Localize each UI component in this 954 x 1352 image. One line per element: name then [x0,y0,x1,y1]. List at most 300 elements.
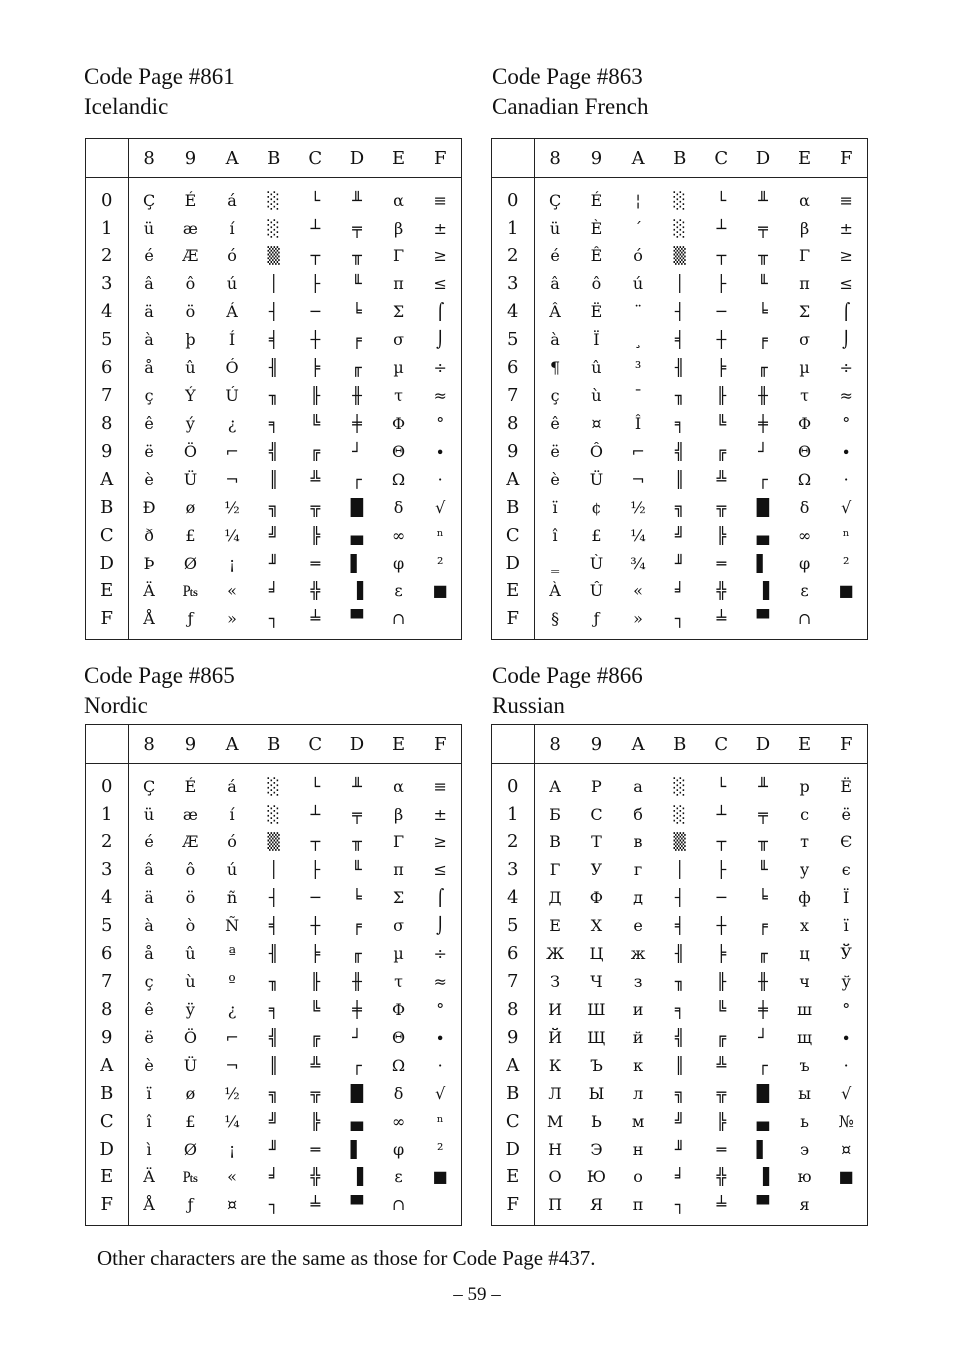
char-cell: α [799,190,810,210]
table-row [86,549,461,577]
row-header: 9 [86,1023,128,1051]
table-row [86,242,461,270]
char-cell: Ô [589,441,603,461]
char-cell: └ [716,190,727,210]
char-cell: ╖ [268,386,279,406]
row-header: 2 [86,828,128,856]
table-row [492,1163,867,1191]
char-cell: Ъ [590,1055,603,1075]
row-header: 6 [492,940,534,968]
char-cell: ╠ [310,1111,321,1131]
table-row [492,326,867,354]
char-cell: ò [185,916,196,936]
char-cell: ╧ [716,609,727,629]
row-header: 0 [492,178,534,215]
column-header: B [659,139,701,178]
column-header: 9 [170,139,212,178]
column-header: C [701,139,743,178]
char-cell: ╝ [268,525,279,545]
char-cell: ø [185,497,196,517]
char-cell: л [632,1083,644,1103]
cp865-subtitle: Nordic [84,693,148,718]
char-cell: ¶ [549,358,561,378]
char-cell: ≥ [839,246,853,266]
column-header: A [617,139,659,178]
table-row [86,1079,461,1107]
char-cell: є [841,860,851,880]
char-cell: Н [548,1139,563,1159]
char-cell: ╔ [310,1027,321,1047]
page-number: – 59 – [453,1284,501,1305]
char-cell: ⁿ [436,1111,444,1131]
char-cell: ≥ [433,832,447,852]
char-cell: Ñ [225,916,240,936]
row-header: 0 [492,764,534,801]
char-cell: О [548,1167,562,1187]
char-cell: τ [394,972,403,992]
char-cell: ε [800,581,809,601]
char-cell: Φ [392,413,406,433]
char-cell: ╧ [310,609,321,629]
char-cell: ╓ [352,944,362,964]
row-header: 0 [86,764,128,801]
char-cell: ε [394,581,403,601]
row-header: 4 [492,884,534,912]
char-cell: æ [182,804,198,824]
table-row [492,493,867,521]
char-cell: Θ [392,441,406,461]
column-header: E [784,725,826,764]
char-cell: π [393,274,404,294]
char-cell: ┘ [758,1027,768,1047]
char-cell: ╢ [268,944,279,964]
char-cell: ╚ [716,999,727,1019]
char-cell: ú [632,274,644,294]
char-cell: ▐ [756,581,770,601]
char-cell: β [393,218,404,238]
column-header: 8 [534,139,576,178]
char-cell: ░ [267,804,280,824]
char-cell: ▒ [267,832,280,852]
char-cell: ╦ [716,1083,727,1103]
char-cell: ╦ [716,497,727,517]
char-cell: Щ [587,1027,606,1047]
char-cell: ф [798,888,811,908]
char-cell: ó [227,246,237,266]
char-cell: ╗ [674,1083,685,1103]
char-cell [419,605,461,639]
char-cell: ┘ [352,441,362,461]
cp861-subtitle: Icelandic [84,94,169,119]
char-cell: µ [799,358,810,378]
char-cell: Ё [840,776,853,796]
char-cell: ┴ [310,804,321,824]
char-cell: « [633,581,643,601]
char-cell: Σ [392,302,405,322]
char-cell: ╥ [352,246,362,266]
char-cell: ½ [630,497,646,517]
table-row [492,298,867,326]
char-cell: Е [549,916,561,936]
row-header: 8 [86,410,128,438]
char-cell: ÿ [185,999,195,1019]
char-cell [419,1191,461,1225]
char-cell: û [185,944,196,964]
char-cell: ╒ [352,330,362,350]
char-cell: ç [550,386,560,406]
row-header: A [492,1051,534,1079]
char-cell: ┼ [310,916,321,936]
char-cell: ╤ [352,804,362,824]
row-header: E [86,1163,128,1191]
char-cell: ╙ [758,860,768,880]
table-row [492,940,867,968]
table-row [86,178,461,215]
char-cell: ▌ [756,1139,770,1159]
char-cell: ╕ [268,999,279,1019]
char-cell: ╢ [268,358,279,378]
char-cell: ≤ [839,274,853,294]
char-cell: ■ [838,581,854,601]
char-cell: Ý [185,386,196,406]
char-cell: ¤ [841,1139,852,1159]
char-cell: Ω [391,1055,406,1075]
char-cell: ▐ [350,581,364,601]
table-row [492,1191,867,1225]
char-cell: Й [548,1027,563,1047]
table-row [86,1135,461,1163]
char-cell: δ [393,497,404,517]
char-cell: ╤ [758,218,768,238]
table-row [492,270,867,298]
char-cell: ½ [224,497,240,517]
char-cell: ³ [634,358,642,378]
column-header: A [617,725,659,764]
row-header: 2 [492,242,534,270]
code-page-grid [86,139,461,639]
char-cell: ¤ [591,413,602,433]
row-header: C [86,521,128,549]
char-cell: ð [144,525,154,545]
char-cell: │ [268,860,279,880]
char-cell: £ [591,525,602,545]
char-cell: Б [549,804,561,824]
char-cell: ├ [716,274,727,294]
char-cell: Ä [143,1167,155,1187]
table-row [492,410,867,438]
char-cell: ƒ [187,609,194,629]
char-cell: Ь [591,1111,602,1131]
table-row [86,326,461,354]
char-cell: Γ [393,832,405,852]
row-header: 8 [492,410,534,438]
char-cell: ▒ [673,832,686,852]
column-header: A [211,725,253,764]
table-row [86,493,461,521]
char-cell: ¿ [227,413,237,433]
char-cell: ╬ [310,1167,321,1187]
char-cell: σ [799,330,811,350]
table-row [492,828,867,856]
char-cell: Æ [182,246,199,266]
char-cell: Ц [589,944,604,964]
row-header: F [86,1191,128,1225]
column-header: C [295,725,337,764]
char-cell: ╖ [674,386,685,406]
row-header: B [86,493,128,521]
char-cell: ¬ [225,1055,239,1075]
char-cell: ï [146,1083,152,1103]
char-cell: ù [185,972,196,992]
char-cell: ¡ [228,1139,236,1159]
char-cell: ╧ [716,1195,727,1215]
char-cell: ⁿ [842,525,850,545]
char-cell: ¡ [228,553,236,573]
char-cell: ┌ [758,1055,768,1075]
row-header: 1 [86,800,128,828]
char-cell: ≥ [433,246,447,266]
char-cell: þ [185,330,196,350]
char-cell: ² [436,1139,444,1159]
char-cell: ╠ [310,525,321,545]
char-cell: í [229,804,235,824]
char-cell: Î [634,413,642,433]
row-header: 6 [86,354,128,382]
char-cell: Ü [183,469,198,489]
char-cell: ╥ [758,832,768,852]
char-cell: П [548,1195,563,1215]
char-cell: » [633,609,643,629]
column-header: B [253,139,295,178]
char-cell: Â [549,302,561,322]
row-header: B [492,493,534,521]
table-row [492,968,867,996]
char-cell: ╫ [758,972,768,992]
char-cell: ä [144,888,154,908]
char-cell: ┼ [310,330,321,350]
char-cell: т [800,832,809,852]
char-cell: É [184,776,197,796]
char-cell: ╛ [674,1167,685,1187]
char-cell: · [843,1055,849,1075]
char-cell: ╦ [310,1083,321,1103]
char-cell: ▄ [350,525,364,545]
char-cell: н [632,1139,644,1159]
char-cell: ▀ [756,609,770,629]
char-cell: ì [146,1139,152,1159]
char-cell: ⌠ [842,302,851,322]
char-cell: ╫ [352,386,362,406]
char-cell: à [144,916,154,936]
char-cell: ╨ [758,776,768,796]
char-cell: φ [798,553,811,573]
char-cell: З [550,972,561,992]
char-cell: ┌ [352,1055,362,1075]
char-cell: ª [228,944,236,964]
row-header: F [492,1191,534,1225]
char-cell: а [633,776,643,796]
column-header: 9 [576,725,618,764]
char-cell: ¯ [634,386,643,406]
char-cell: ┘ [758,441,768,461]
table-row [492,1079,867,1107]
char-cell: ≈ [433,386,447,406]
char-cell: é [144,246,154,266]
char-cell: В [549,832,561,852]
column-header: 9 [170,725,212,764]
row-header: B [492,1079,534,1107]
char-cell: ⌡ [436,330,445,350]
char-cell: ƒ [593,609,600,629]
row-header: 7 [492,382,534,410]
char-cell: ╔ [310,441,321,461]
char-cell: à [550,330,560,350]
char-cell: ¼ [630,525,646,545]
char-cell: ¬ [225,469,239,489]
column-header: 9 [576,139,618,178]
char-cell: ö [185,888,196,908]
char-cell: ╧ [310,1195,321,1215]
char-cell: σ [393,916,405,936]
char-cell: Т [591,832,602,852]
table-row [86,828,461,856]
char-cell: ╞ [716,944,727,964]
char-cell: è [550,469,560,489]
column-header: C [701,725,743,764]
char-cell: Я [589,1195,603,1215]
row-header: 5 [492,326,534,354]
char-cell: ═ [310,553,321,573]
char-cell: ½ [224,1083,240,1103]
char-cell: █ [350,497,364,517]
char-cell: Л [548,1083,562,1103]
char-cell: Ω [391,469,406,489]
table-row [86,940,461,968]
char-cell: з [633,972,643,992]
char-cell: ⌐ [225,1027,239,1047]
column-header: 8 [128,725,170,764]
char-cell: Ë [590,302,603,322]
char-cell: è [144,1055,154,1075]
char-cell: ║ [674,1055,685,1075]
char-cell: К [548,1055,562,1075]
row-header: C [492,521,534,549]
row-header: 8 [86,996,128,1024]
char-cell: ┬ [310,246,321,266]
row-header: 0 [86,178,128,215]
table-row [86,1023,461,1051]
char-cell: Ω [797,469,812,489]
char-cell: ┐ [674,1195,685,1215]
char-cell: ╣ [268,441,279,461]
char-cell: ⌡ [842,330,851,350]
char-cell: √ [841,1083,852,1103]
char-cell: ┬ [716,832,727,852]
char-cell: Þ [143,553,155,573]
column-header: F [825,139,867,178]
char-cell: ╜ [268,553,279,573]
char-cell: ú [226,860,238,880]
char-cell: ║ [674,469,685,489]
column-header: E [378,725,420,764]
char-cell: Å [143,609,155,629]
char-cell: · [843,469,849,489]
char-cell: ¾ [630,553,646,573]
char-cell: ô [185,860,196,880]
char-cell: х [800,916,810,936]
char-cell: π [393,860,404,880]
char-cell: ‗ [551,553,560,573]
char-cell: º [228,972,236,992]
char-cell: Ç [548,190,562,210]
char-cell: ╛ [674,581,685,601]
char-cell: α [393,190,404,210]
char-cell: » [227,609,237,629]
table-row [492,800,867,828]
char-cell: ≡ [433,190,447,210]
char-cell: С [590,804,603,824]
cp863-heading [492,62,648,122]
row-header: E [86,577,128,605]
table-row [86,298,461,326]
char-cell: ë [144,1027,154,1047]
char-cell: ╒ [352,916,362,936]
char-cell: ├ [310,860,321,880]
char-cell: ╖ [674,972,685,992]
row-header: 5 [492,912,534,940]
char-cell: ⌐ [225,441,239,461]
char-cell: å [144,944,154,964]
footnote: Other characters are the same as those for Code Page #437. [97,1246,596,1270]
char-cell: ╓ [758,358,768,378]
char-cell: И [548,999,563,1019]
char-cell: ≡ [433,776,447,796]
char-cell: Ø [183,553,197,573]
char-cell: ┐ [674,609,685,629]
row-header: E [492,1163,534,1191]
char-cell: б [633,804,643,824]
char-cell: « [227,581,237,601]
row-header: 9 [492,1023,534,1051]
char-cell: ╬ [310,581,321,601]
char-cell: █ [350,1083,364,1103]
row-header: C [492,1107,534,1135]
char-cell: ╟ [716,972,727,992]
cp865-table [85,724,462,1226]
table-row [86,465,461,493]
char-cell: ∩ [797,609,812,629]
cp861-table [85,138,462,640]
row-header: 7 [492,968,534,996]
char-cell: Æ [182,832,199,852]
table-row [86,1107,461,1135]
char-cell: ∞ [797,525,812,545]
table-row [492,1107,867,1135]
char-cell: ç [144,386,154,406]
char-cell: ╙ [758,274,768,294]
cp863-subtitle: Canadian French [492,94,649,119]
char-cell: Ü [589,469,604,489]
table-row [86,1051,461,1079]
cp865-heading [84,661,235,721]
char-cell: ╚ [310,413,321,433]
char-cell: ░ [267,190,280,210]
char-cell: ▄ [756,525,770,545]
char-cell: ╒ [758,330,768,350]
corner-cell [492,725,534,764]
char-cell: ╩ [310,1055,321,1075]
row-header: 7 [86,382,128,410]
